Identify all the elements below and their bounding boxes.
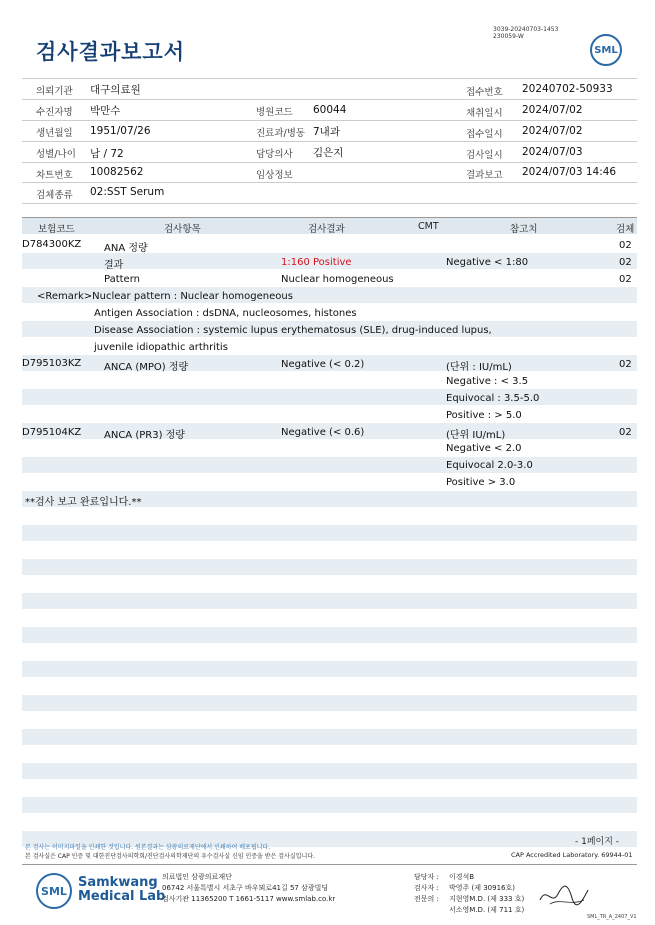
report-title: 검사결과보고서 xyxy=(36,40,186,64)
patient-label: 수진자명 xyxy=(36,107,73,118)
specimen-label: 검체종류 xyxy=(36,190,73,201)
test-date-label: 검사일시 xyxy=(466,150,503,161)
clinic-label: 의뢰기관 xyxy=(36,86,73,97)
disease-association: Disease Association : systemic lupus erythematosus (SLE), drug-induced lupus, xyxy=(94,325,492,336)
staff-tester: 박영주 (제 30916호) xyxy=(449,884,515,892)
staff-tester-label: 검사자 : xyxy=(414,884,439,892)
anca-mpo-unit: (단위 : IU/mL) xyxy=(446,362,512,373)
sex-age-label: 성별/나이 xyxy=(36,149,76,160)
anca-pr3-specimen: 02 xyxy=(619,427,632,438)
col-code-header: 보험코드 xyxy=(38,224,75,235)
hosp-code-value: 60044 xyxy=(313,104,347,116)
divider xyxy=(22,182,637,183)
info-top-rule xyxy=(22,78,637,79)
anca-mpo-item: ANCA (MPO) 정량 xyxy=(104,362,189,373)
anca-mpo-result: Negative (< 0.2) xyxy=(281,359,365,370)
staff-manager: 이경석B xyxy=(449,873,475,881)
staff-specialist-2: 서소영M.D. (제 711 호) xyxy=(449,906,525,914)
divider xyxy=(22,162,637,163)
footer-rule xyxy=(22,864,637,865)
signature-scribble xyxy=(536,880,592,910)
disease-association-cont: juvenile idiopathic arthritis xyxy=(94,342,228,353)
col-result-header: 검사결과 xyxy=(308,224,345,235)
staff-manager-label: 담당자 : xyxy=(414,873,439,881)
anca-pr3-item: ANCA (PR3) 정량 xyxy=(104,430,185,441)
staff-names xyxy=(449,872,524,916)
dob-label: 생년월일 xyxy=(36,128,73,139)
footer-logo-text: SML xyxy=(41,885,67,898)
col-cmt-header: CMT xyxy=(418,221,439,232)
anca-mpo-ref-equivocal: Equivocal : 3.5-5.0 xyxy=(446,393,540,404)
ana-specimen: 02 xyxy=(619,240,632,251)
collect-date-value: 2024/07/02 xyxy=(522,104,583,116)
doc-id-line2: 230059-W xyxy=(493,33,524,40)
table-row-stripe xyxy=(22,559,637,575)
address-line3: 검사기관 11365200 T 1661-5117 www.smlab.co.kr xyxy=(162,895,336,903)
ana-result-specimen: 02 xyxy=(619,257,632,268)
receipt-no-label: 접수번호 xyxy=(466,87,503,98)
anca-pr3-ref-negative: Negative < 2.0 xyxy=(446,443,522,454)
certification-notice: 본 검사실은 CAP 인증 및 대한진단검사의학회/진단검사의학재단의 우수검사실 신임 인증을 받은 검사실입니다. xyxy=(25,853,315,860)
address-line1: 의료법인 삼광의료재단 xyxy=(162,873,232,881)
table-row-stripe xyxy=(22,729,637,745)
sml-footer-logo xyxy=(36,873,72,909)
anca-pr3-ref-equivocal: Equivocal 2.0-3.0 xyxy=(446,460,533,471)
divider xyxy=(22,203,637,204)
specimen-value: 02:SST Serum xyxy=(90,186,165,198)
document-id xyxy=(493,26,558,40)
divider xyxy=(22,99,637,100)
report-date-value: 2024/07/03 14:46 xyxy=(522,166,617,178)
staff-specialist-1: 지현영M.D. (제 333 호) xyxy=(449,895,525,903)
clinic-value: 대구의료원 xyxy=(90,84,141,96)
report-complete-note: **검사 보고 완료입니다.** xyxy=(25,497,142,508)
ana-result-value: 1:160 Positive xyxy=(281,257,352,268)
print-notice: 본 검사는 이미지파일을 인쇄한 것입니다. 원본결과는 삼광의료재단에서 인쇄하여 배포됩니다. xyxy=(25,844,271,851)
divider xyxy=(22,141,637,142)
staff-labels xyxy=(414,872,439,905)
table-row-stripe xyxy=(22,389,637,405)
anca-mpo-ref-positive: Positive : > 5.0 xyxy=(446,410,522,421)
table-row-stripe xyxy=(22,763,637,779)
doctor-value: 김은지 xyxy=(313,147,344,159)
ana-pattern-specimen: 02 xyxy=(619,274,632,285)
receive-date-value: 2024/07/02 xyxy=(522,125,583,137)
form-id: SML_TR_A_2407_V1 xyxy=(587,914,637,920)
col-item-header: 검사항목 xyxy=(164,224,201,235)
results-table-header xyxy=(22,217,637,234)
doctor-label: 담당의사 xyxy=(256,149,293,160)
antigen-association: Antigen Association : dsDNA, nucleosomes, histones xyxy=(94,308,357,319)
company-name-line1: Samkwang xyxy=(78,875,158,890)
chart-no-label: 차트번호 xyxy=(36,170,73,181)
clinical-label: 임상정보 xyxy=(256,170,293,181)
logo-text: SML xyxy=(594,45,618,56)
hosp-code-label: 병원코드 xyxy=(256,107,293,118)
table-row-stripe xyxy=(22,797,637,813)
ana-result-item: 결과 xyxy=(104,260,124,271)
table-row-stripe xyxy=(22,457,637,473)
table-row-stripe xyxy=(22,525,637,541)
table-row-stripe xyxy=(22,661,637,677)
col-ref-header: 참고치 xyxy=(510,224,538,235)
address-line2: 06742 서울특별시 서초구 바우뫼로41길 57 삼광빌딩 xyxy=(162,884,329,892)
sml-logo xyxy=(590,34,622,66)
anca-pr3-unit: (단위 IU/mL) xyxy=(446,430,506,441)
ana-pattern-value: Nuclear homogeneous xyxy=(281,274,394,285)
company-address xyxy=(162,872,335,905)
receipt-no-value: 20240702-50933 xyxy=(522,83,613,95)
anca-mpo-code: D795103KZ xyxy=(22,358,82,369)
anca-mpo-specimen: 02 xyxy=(619,359,632,370)
divider xyxy=(22,120,637,121)
table-row-stripe xyxy=(22,593,637,609)
anca-pr3-result: Negative (< 0.6) xyxy=(281,427,365,438)
patient-value: 박만수 xyxy=(90,105,121,117)
sex-age-value: 남 / 72 xyxy=(90,148,124,160)
col-spec-header: 검체 xyxy=(616,224,635,235)
dob-value: 1951/07/26 xyxy=(90,125,151,137)
receive-date-label: 접수일시 xyxy=(466,129,503,140)
table-row-stripe xyxy=(22,627,637,643)
remark-line: <Remark>Nuclear pattern : Nuclear homogeneous xyxy=(37,291,293,302)
table-row-stripe xyxy=(22,695,637,711)
test-date-value: 2024/07/03 xyxy=(522,146,583,158)
anca-pr3-ref-positive: Positive > 3.0 xyxy=(446,477,516,488)
ana-item: ANA 정량 xyxy=(104,243,148,254)
ana-code: D784300KZ xyxy=(22,239,82,250)
cap-accreditation: CAP Accredited Laboratory. 69944-01 xyxy=(511,851,633,859)
anca-mpo-ref-negative: Negative : < 3.5 xyxy=(446,376,529,387)
company-name-line2: Medical Lab xyxy=(78,889,166,904)
ana-pattern-item: Pattern xyxy=(104,274,140,285)
chart-no-value: 10082562 xyxy=(90,166,144,178)
staff-specialist-label: 전문의 : xyxy=(414,895,439,903)
collect-date-label: 채취일시 xyxy=(466,108,503,119)
report-date-label: 결과보고 xyxy=(466,170,503,181)
page-number: - 1페이지 - xyxy=(575,837,620,847)
company-name xyxy=(78,876,165,904)
dept-label: 진료과/병동 xyxy=(256,128,306,139)
dept-value: 7내과 xyxy=(313,126,340,138)
ana-result-ref: Negative < 1:80 xyxy=(446,257,529,268)
doc-id-line1: 3039-20240703-1453 xyxy=(493,26,559,33)
anca-pr3-code: D795104KZ xyxy=(22,427,82,438)
